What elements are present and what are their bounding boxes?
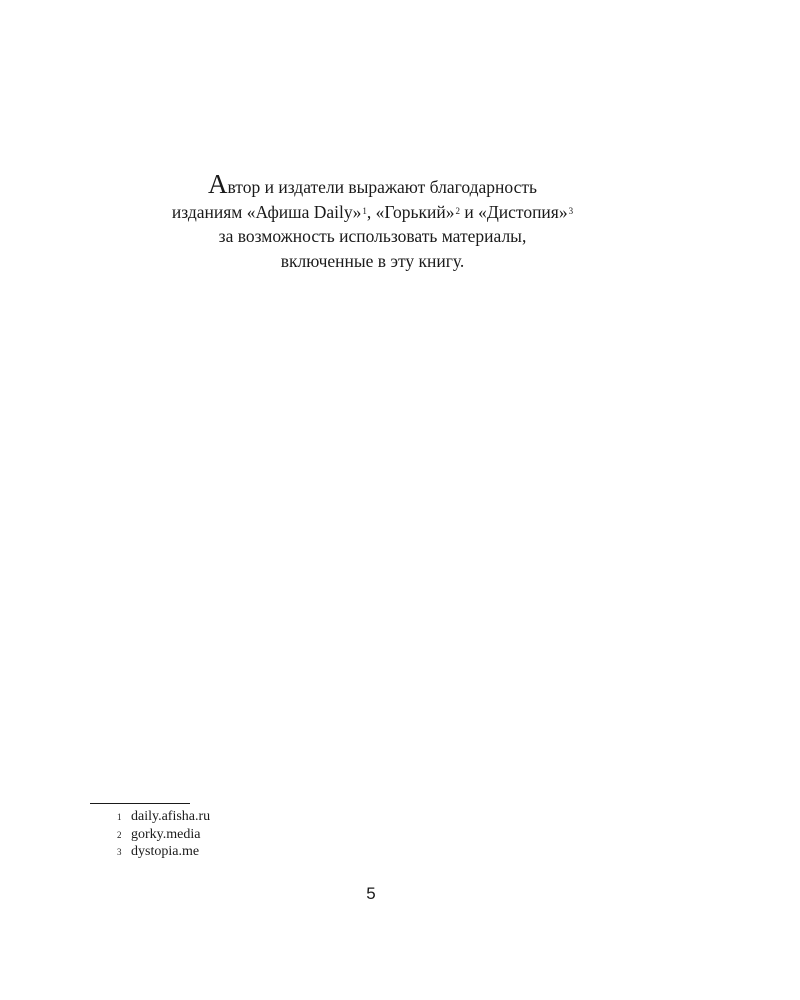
footnote-ref-2: 2 [455,205,460,216]
ack-line-1 [0,169,745,200]
ack-line-2 [0,200,745,225]
page-number: 5 [366,884,376,903]
footnote-number: 2 [117,829,122,840]
drop-cap-letter: А [207,169,228,199]
footnote-3 [117,843,210,861]
footnote-separator [90,803,190,804]
ack-line-4: включенные в эту книгу. [280,250,465,271]
footnote-url: gorky.media [131,826,201,842]
footnote-2 [117,826,210,844]
ack-line-2-part-b: , «Горький» [366,201,455,222]
footnote-url: daily.afisha.ru [131,809,211,824]
ack-line-3: за возможность использовать материалы, [218,226,527,246]
footnote-ref-3: 3 [568,205,574,216]
footnote-number: 3 [117,847,122,857]
footnote-number: 1 [117,812,122,822]
footnote-ref-1: 1 [362,205,367,216]
ack-line-1-text: втор и издатели выражают благодарность [227,177,537,197]
footnote-url: dystopia.me [131,844,200,859]
ack-line-2-part-a: изданиям «Афиша Daily» [171,201,362,222]
footnotes [117,808,210,861]
footnote-1 [117,808,210,826]
ack-line-2-part-c: и «Дистопия» [459,201,568,222]
acknowledgement-text [0,169,745,273]
